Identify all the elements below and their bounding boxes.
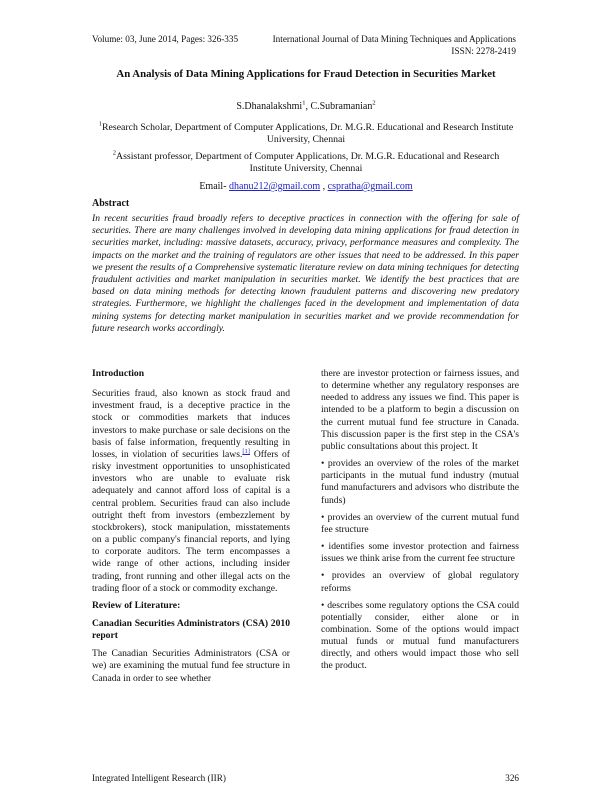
author-1-sup: 1 xyxy=(302,99,306,107)
affiliation-2-sup: 2 xyxy=(112,149,116,157)
abstract-text: In recent securities fraud broadly refers to deceptive practices in connection with the offering for sale of securities. There are many challenges involved in developing data mining applications for fraud detection in securities market, including: massive datasets, accuracy, privacy, performance measures and complexity. The impacts on the market and the training of regulators are other issues that need to be addressed. In this paper we present the results of a Comprehensive systematic literature review on data mining techniques for detecting fraudulent activities and market manipulation in securities market. We identify the best practices that are based on data mining methods for detecting known fraudulent patterns and discovering new predatory strategies. Furthermore, we highlight the challenges faced in the development and implementation of data mining systems for detecting market manipulation in securities market and we provide recommendation for future research works accordingly. xyxy=(92,213,519,334)
introduction-heading: Introduction xyxy=(92,368,145,379)
bullet-item: • describes some regulatory options the CSA could potentially consider, either alone or in combination. Some of the options would impact mutual funds or mutual fund manufacturers directly, and others would impact those who sell the product. xyxy=(321,599,519,672)
affiliation-2-text: Assistant professor, Department of Computer Applications, Dr. M.G.R. Educational and Research Institute University, Chennai xyxy=(116,151,500,175)
citation-link-1[interactable]: [1] xyxy=(242,447,250,455)
bullet-item: • provides an overview of the roles of the market participants in the mutual fund industry (mutual fund manufacturers and advisors who distribute the funds) xyxy=(321,458,519,506)
email-line xyxy=(60,181,552,192)
right-column xyxy=(321,368,519,678)
bullet-item: • provides an overview of the current mutual fund fee structure xyxy=(321,511,519,535)
csa-report-heading: Canadian Securities Administrators (CSA) 2010 report xyxy=(92,617,290,642)
csa-paragraph-continued: there are investor protection or fairness issues, and to determine whether any regulatory responses are needed to address any issues we find. This paper is intended to be a platform to begin a discussion on the current mutual fund fee structure in Canada. This discussion paper is the first step in the CSA's public consultations about this project. It xyxy=(321,368,519,452)
affiliation-1 xyxy=(96,122,516,147)
intro-text-part-1: Securities fraud, also known as stock fraud and investment fraud, is a deceptive practice in the stock or commodities markets that induces investors to make purchase or sale decisions on the basis of false information, frequently resulting in losses, in violation of securities laws. xyxy=(92,388,290,460)
journal-name: International Journal of Data Mining Techniques and Applications xyxy=(272,34,516,44)
affiliation-1-text: Research Scholar, Department of Computer Applications, Dr. M.G.R. Educational and Research Institute University, Chennai xyxy=(102,122,514,146)
journal-issn: ISSN: 2278-2419 xyxy=(451,45,516,56)
running-header-journal xyxy=(266,34,516,57)
email-link-2[interactable]: cspratha@gmail.com xyxy=(327,181,413,192)
author-2: C.Subramanian xyxy=(310,101,373,112)
left-column xyxy=(92,368,290,690)
affiliation-1-sup: 1 xyxy=(98,120,102,128)
author-1: S.Dhanalakshmi xyxy=(236,101,303,112)
bullet-item: • identifies some investor protection and fairness issues we think arise from the current fee structure xyxy=(321,541,519,565)
running-header-volume: Volume: 03, June 2014, Pages: 326-335 xyxy=(92,34,239,44)
email-link-1[interactable]: dhanu212@gmail.com xyxy=(229,181,321,192)
bullet-item: • provides an overview of global regulatory reforms xyxy=(321,570,519,594)
email-separator: , xyxy=(320,181,328,192)
affiliation-2 xyxy=(96,151,516,176)
csa-paragraph: The Canadian Securities Administrators (CSA or we) are examining the mutual fund fee structure in Canada in order to see whether xyxy=(92,648,290,684)
author-2-sup: 2 xyxy=(372,99,376,107)
introduction-paragraph xyxy=(92,388,290,595)
abstract-heading: Abstract xyxy=(92,198,130,209)
author-separator: , xyxy=(305,101,311,112)
review-heading: Review of Literature: xyxy=(92,599,181,611)
intro-text-part-2: Offers of risky investment opportunities to unsophisticated investors who are unable to evaluate risk adequately and cannot afford loss of capital is a central problem. Securities fraud can also include outright theft from investors (embezzlement by stockbrokers), stock manipulation, misstatements on a public company's financial reports, and lying to corporate auditors. The term encompasses a wide range of other actions, including insider trading, front running and other illegal acts on the trading floor of a stock or commodity exchange. xyxy=(92,448,290,594)
paper-title: An Analysis of Data Mining Applications for Fraud Detection in Securities Market xyxy=(116,68,496,80)
page-number: 326 xyxy=(505,773,519,783)
email-label: Email- xyxy=(199,181,230,192)
footer-publisher: Integrated Intelligent Research (IIR) xyxy=(92,773,226,783)
author-line xyxy=(60,101,552,112)
